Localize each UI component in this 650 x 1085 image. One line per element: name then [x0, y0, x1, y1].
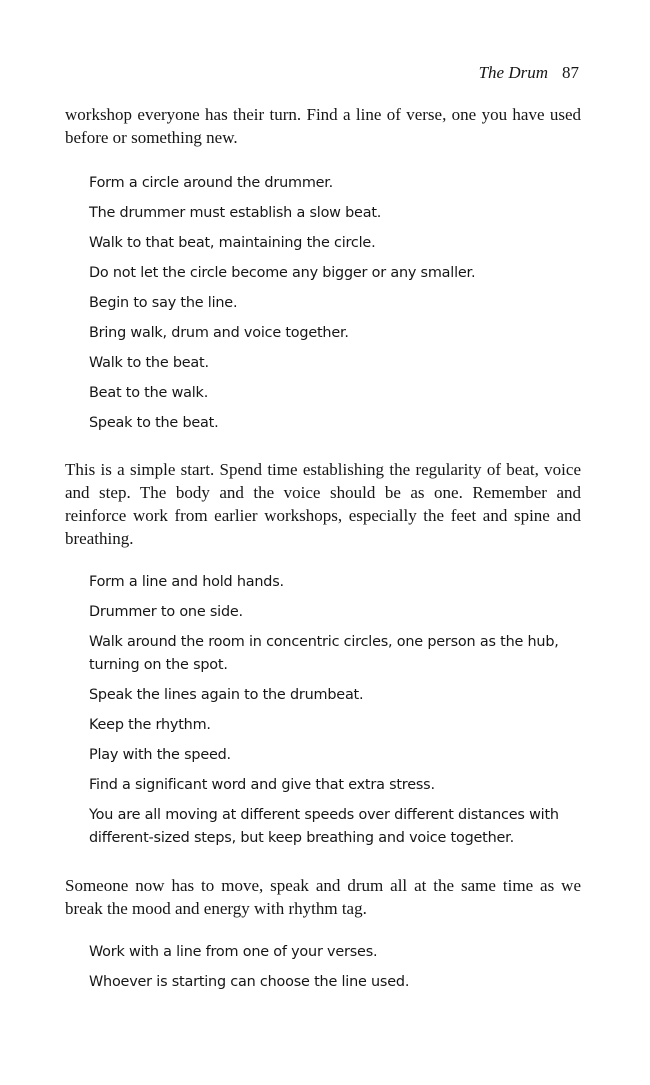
list-item: Walk to that beat, maintaining the circle. [89, 235, 376, 251]
list-item: Do not let the circle become any bigger or any smaller. [89, 265, 476, 281]
list-item: Drummer to one side. [89, 604, 243, 620]
list-item: Beat to the walk. [89, 385, 209, 401]
instruction-list-2 [89, 571, 584, 850]
list-item: You are all moving at different speeds over different distances with different-sized steps, but keep breathing and voice together. [89, 807, 559, 846]
page-number: 87 [562, 63, 579, 82]
list-item: The drummer must establish a slow beat. [89, 205, 382, 221]
list-item: Bring walk, drum and voice together. [89, 325, 349, 341]
list-item: Begin to say the line. [89, 295, 238, 311]
paragraph-1: workshop everyone has their turn. Find a line of verse, one you have used before or something new. [65, 105, 581, 147]
list-item: Speak the lines again to the drumbeat. [89, 687, 364, 703]
list-item: Find a significant word and give that extra stress. [89, 777, 435, 793]
chapter-title: The Drum [478, 63, 548, 82]
running-head [479, 63, 579, 83]
list-item: Walk around the room in concentric circles, one person as the hub, turning on the spot. [89, 634, 559, 673]
list-item: Walk to the beat. [89, 355, 209, 371]
list-item: Play with the speed. [89, 747, 231, 763]
instruction-list-3 [89, 941, 584, 994]
list-item: Form a line and hold hands. [89, 574, 284, 590]
list-item: Work with a line from one of your verses. [89, 944, 378, 960]
paragraph-2: This is a simple start. Spend time establishing the regularity of beat, voice and step. The body and the voice should be as one. Remember and reinforce work from earlier workshops, especially the feet and spine and breathing. [65, 460, 581, 548]
list-item: Whoever is starting can choose the line used. [89, 974, 410, 990]
paragraph-3: Someone now has to move, speak and drum all at the same time as we break the mood and energy with rhythm tag. [65, 876, 581, 918]
list-item: Speak to the beat. [89, 415, 219, 431]
instruction-list-1 [89, 172, 584, 435]
list-item: Keep the rhythm. [89, 717, 211, 733]
list-item: Form a circle around the drummer. [89, 175, 334, 191]
